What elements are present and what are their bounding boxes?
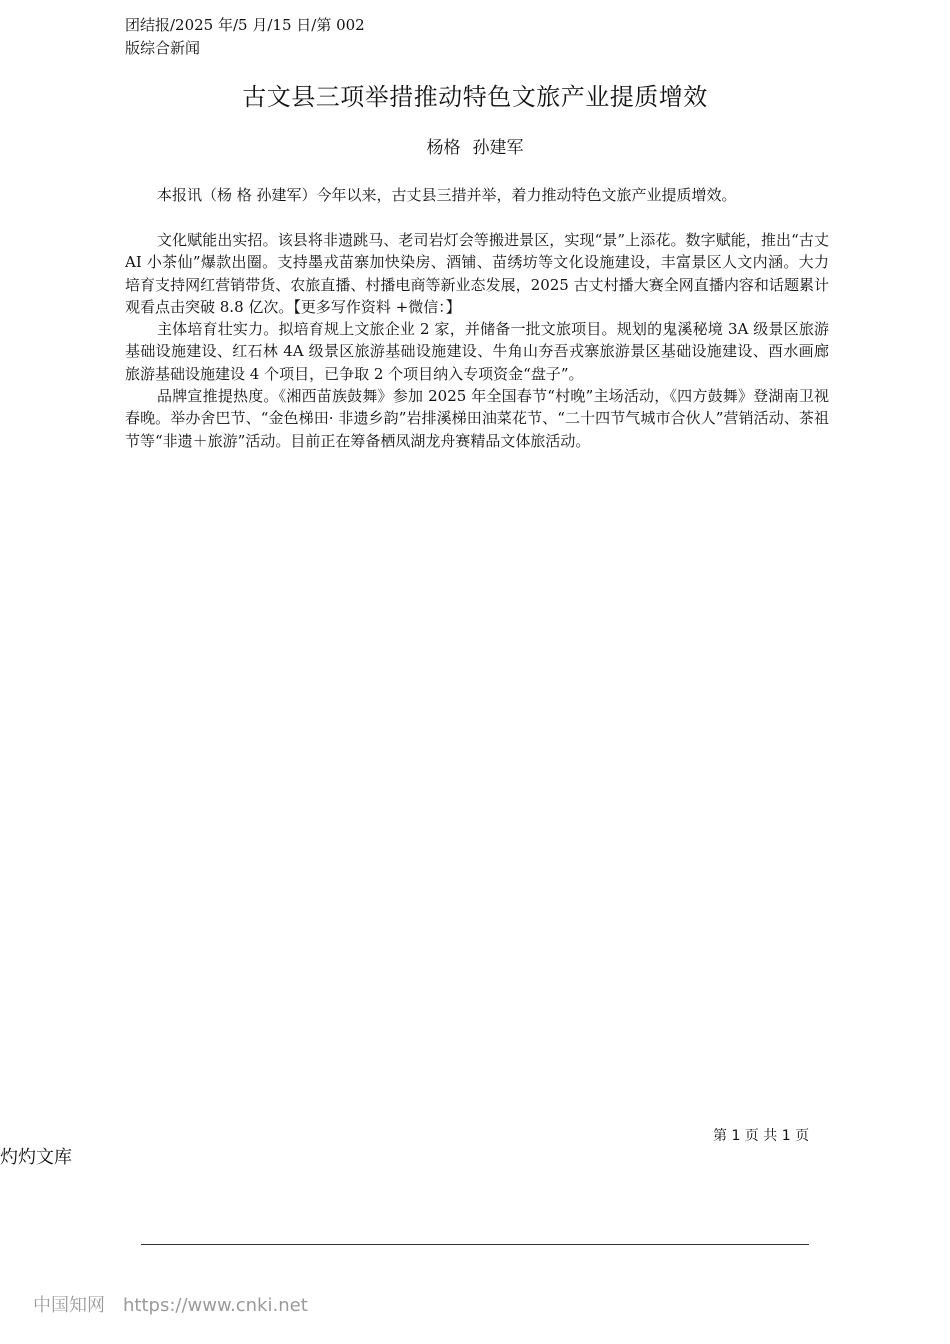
footer-url[interactable]: https://www.cnki.net — [123, 1295, 308, 1316]
page-number: 第 1 页 共 1 页 — [713, 1128, 810, 1144]
footer-watermark — [33, 1293, 308, 1319]
source-line-1: 团结报/2025 年/5 月/15 日/第 002 — [125, 16, 365, 34]
article-title: 古文县三项举措推动特色文旅产业提质增效 — [242, 83, 708, 111]
lead-paragraph: 本报讯（杨 格 孙建军）今年以来，古丈县三措并举，着力推动特色文旅产业提质增效。 — [157, 186, 737, 204]
source-line-2: 版综合新闻 — [125, 39, 201, 57]
author-name: 孙建军 — [472, 138, 524, 158]
library-name: 灼灼文库 — [0, 1147, 72, 1168]
article-body — [125, 229, 829, 452]
article-authors — [0, 135, 950, 161]
body-paragraph: 主体培育壮实力。拟培育规上文旅企业 2 家，并储备一批文旅项目。规划的鬼溪秘境 3A 级景区旅游基础设施建设、红石林 4A 级景区旅游基础设施建设、牛角山夯吾戎寨旅游景区基础设施建设、酉水画廊旅游基础设施建设 4 个项目，已争取 2 个项目纳入专项资金“盘子”。 — [125, 320, 829, 383]
footer-brand: 中国知网 — [33, 1295, 105, 1316]
body-paragraph: 品牌宣推提热度。《湘西苗族鼓舞》参加 2025 年全国春节“村晚”主场活动，《四方鼓舞》登湖南卫视春晚。举办舍巴节、“金色梯田· 非遗乡韵”岩排溪梯田油菜花节、“二十四节气城市合伙人”营销活动、茶祖节等“非遗＋旅游”活动。目前正在筹备栖凤湖龙舟赛精品文体旅活动。 — [125, 387, 829, 450]
author-name: 杨格 — [426, 138, 461, 158]
body-paragraph: 文化赋能出实招。该县将非遗跳马、老司岩灯会等搬进景区，实现“景”上添花。数字赋能，推出“古丈 AI 小茶仙”爆款出圈。支持墨戎苗寨加快染房、酒铺、苗绣坊等文化设施建设，丰富景区人文内涵。大力培育支持网红营销带货、农旅直播、村播电商等新业态发展，2025 古丈村播大赛全网直播内容和话题累计观看点击突破 8.8 亿次。【更多写作资料 +微信：】 — [125, 231, 829, 316]
footer-divider — [141, 1244, 809, 1245]
